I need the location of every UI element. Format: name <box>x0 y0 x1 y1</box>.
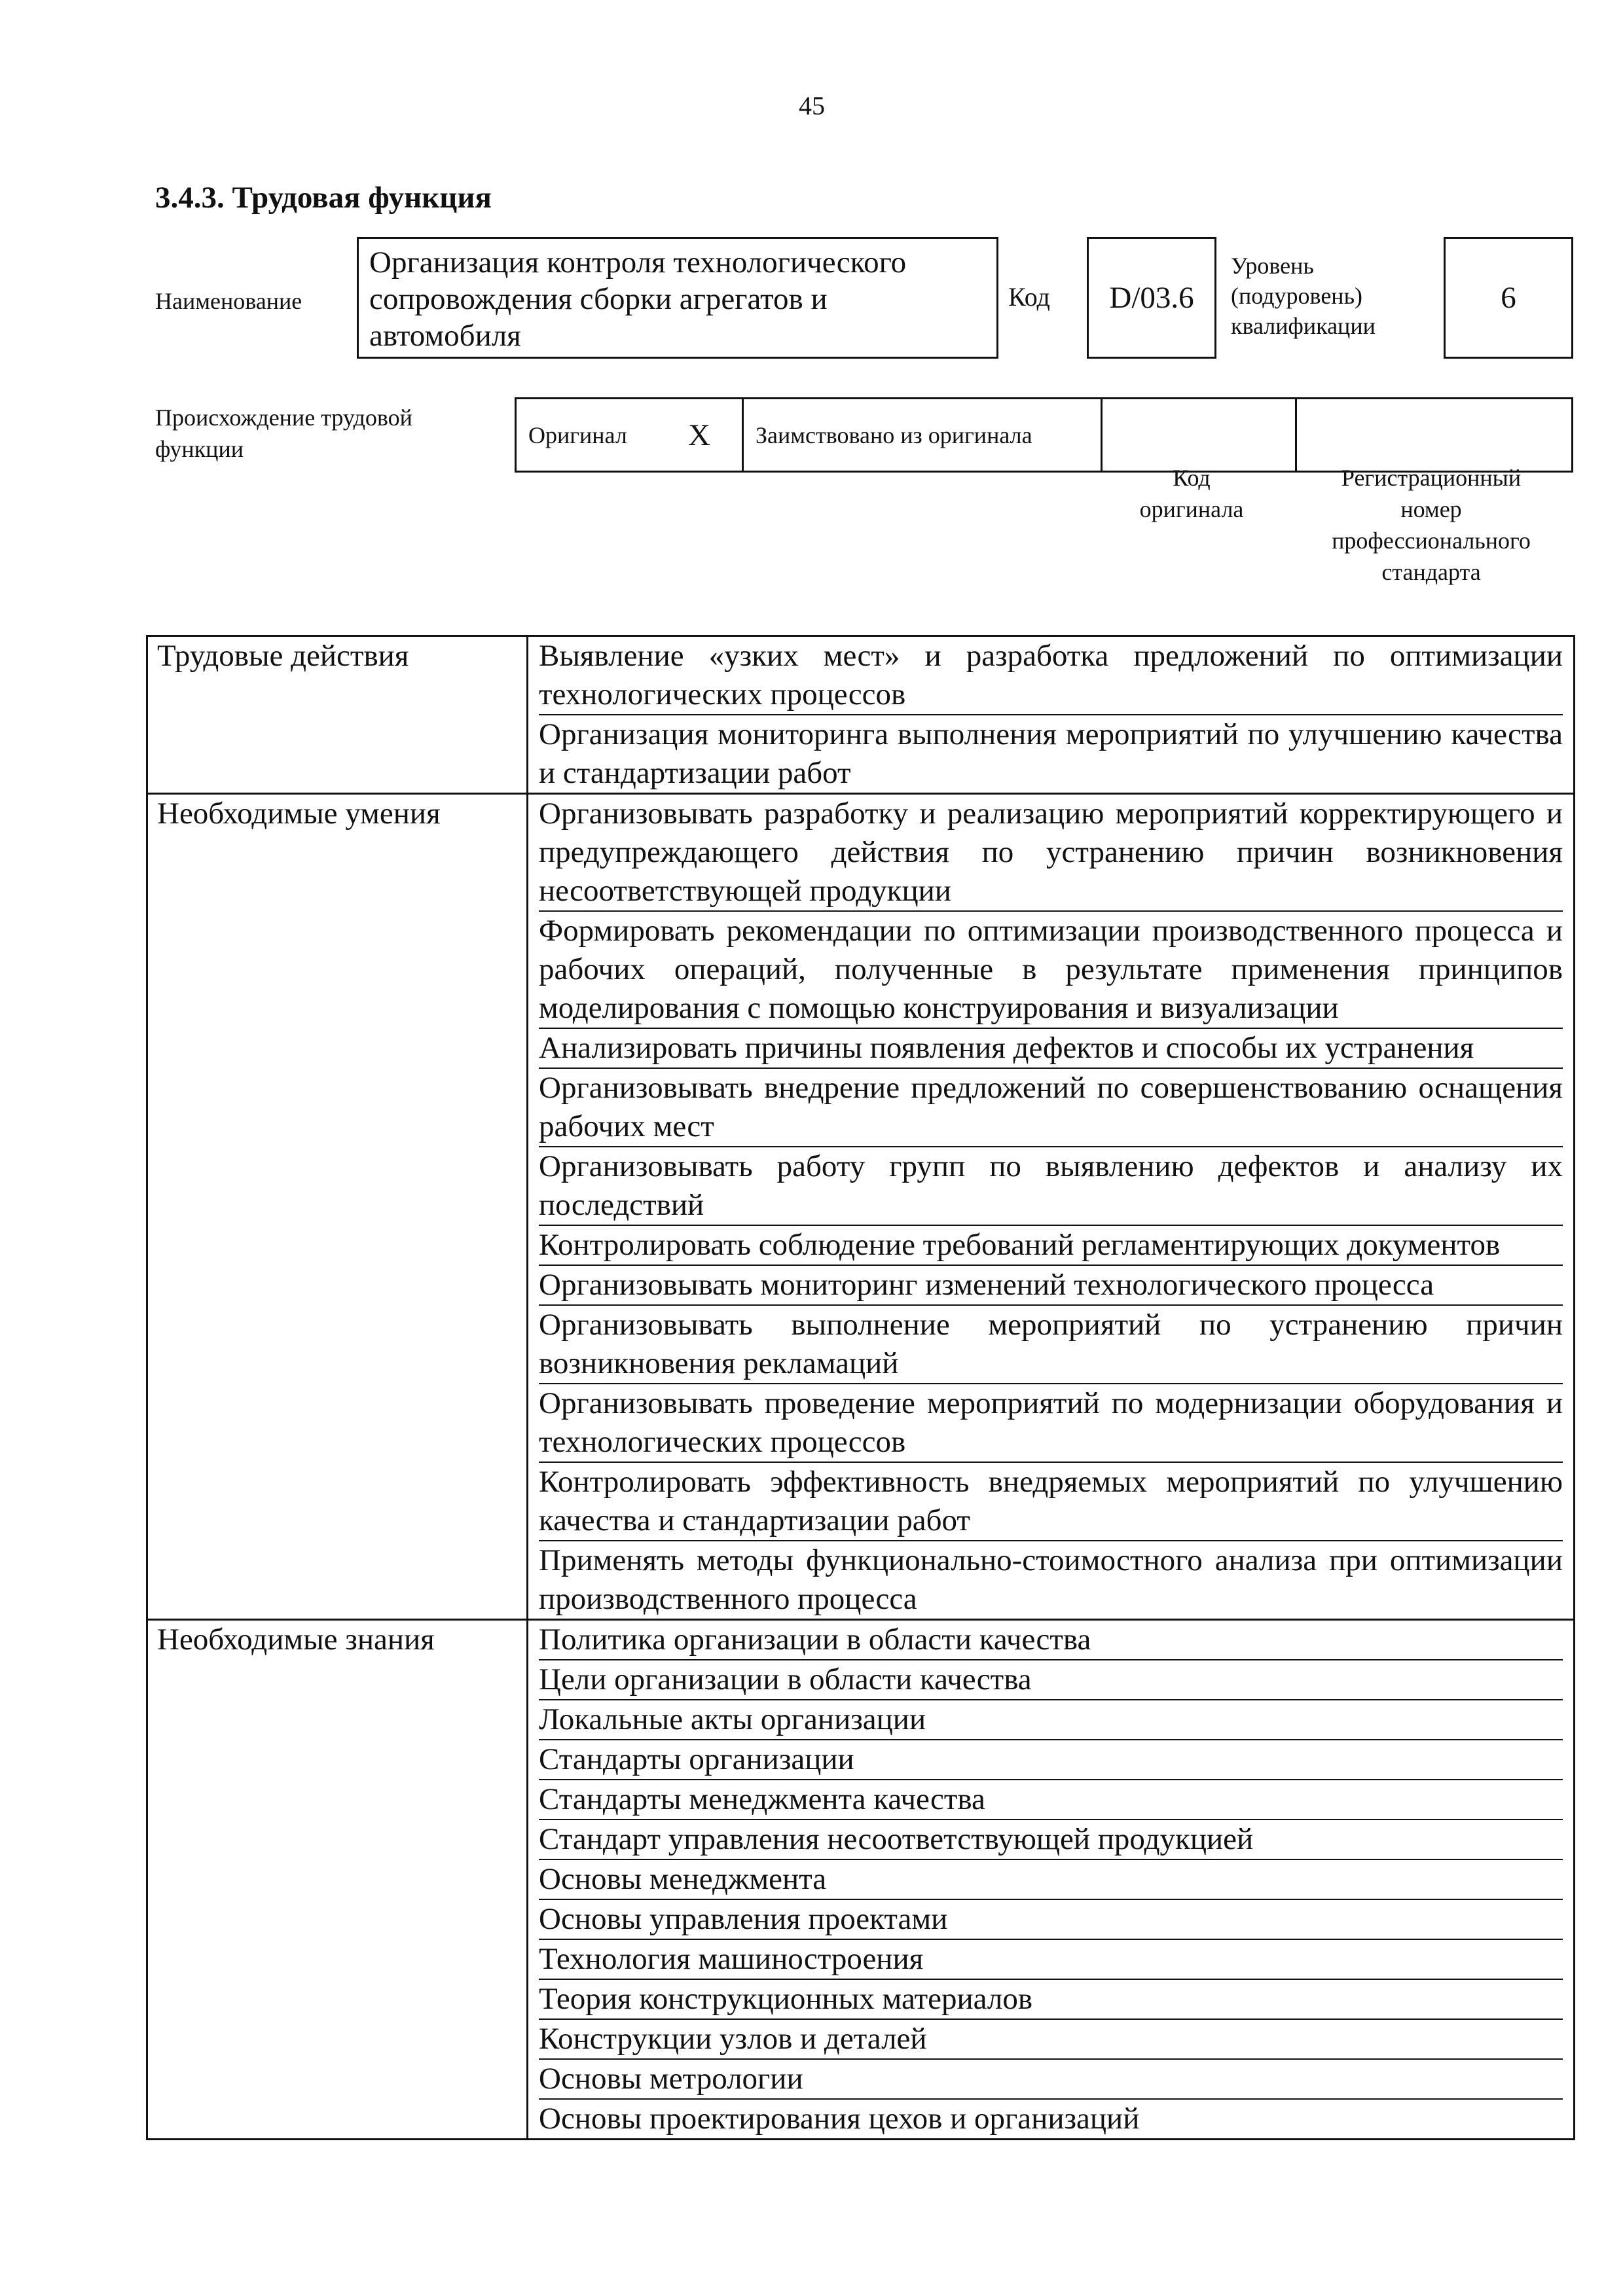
code-value-box: D/03.6 <box>1087 237 1216 359</box>
reg-caption-line3: профессионального <box>1332 528 1531 554</box>
list-item: Стандарт управления несоответствующей продукцией <box>539 1820 1563 1860</box>
level-label <box>1231 251 1440 341</box>
list-item: Стандарты организации <box>539 1740 1563 1780</box>
required-skills-row <box>147 794 1575 1620</box>
list-item: Основы метрологии <box>539 2060 1563 2100</box>
origin-label: Происхождение трудовой функции <box>155 404 412 462</box>
section-title: 3.4.3. Трудовая функция <box>155 181 492 215</box>
list-item: Выявление «узких мест» и разработка предложений по оптимизации технологических процессов <box>539 637 1563 715</box>
list-item: Политика организации в области качества <box>539 1621 1563 1660</box>
list-item: Основы управления проектами <box>539 1900 1563 1940</box>
list-item: Технология машиностроения <box>539 1940 1563 1980</box>
code-caption-line2: оригинала <box>1139 496 1244 522</box>
reg-caption-line1: Регистрационный <box>1341 465 1522 491</box>
required-knowledge-list <box>528 1620 1575 2140</box>
function-name-box: Организация контроля технологического сопровождения сборки агрегатов и автомобиля <box>357 237 998 359</box>
registration-number-cell <box>1297 399 1571 471</box>
reg-caption-line4: стандарта <box>1381 559 1481 585</box>
borrowed-cell <box>744 399 1103 471</box>
list-item: Основы проектирования цехов и организаций <box>539 2102 1140 2136</box>
required-knowledge-row <box>147 1620 1575 2140</box>
page-number: 45 <box>799 91 825 120</box>
original-label: Оригинал <box>528 422 627 448</box>
level-label-line2: (подуровень) <box>1231 283 1362 309</box>
list-item: Организовывать внедрение предложений по совершенствованию оснащения рабочих мест <box>539 1069 1563 1147</box>
original-mark: X <box>688 418 710 452</box>
labor-actions-list <box>528 636 1575 794</box>
labor-actions-row <box>147 636 1575 794</box>
origin-table <box>515 397 1573 473</box>
list-item: Применять методы функционально-стоимостного анализа при оптимизации производственного процесса <box>539 1543 1563 1616</box>
list-item: Организация мониторинга выполнения мероприятий по улучшению качества и стандартизации работ <box>539 717 1563 790</box>
level-label-line1: Уровень <box>1231 253 1314 279</box>
list-item: Стандарты менеджмента качества <box>539 1780 1563 1820</box>
level-label-line3: квалификации <box>1231 313 1376 339</box>
registration-caption <box>1287 462 1575 588</box>
list-item: Организовывать разработку и реализацию мероприятий корректирующего и предупреждающего действия по устранению причин возникновения несоответствующей продукции <box>539 795 1563 912</box>
list-item: Организовывать работу групп по выявлению дефектов и анализу их последствий <box>539 1147 1563 1226</box>
required-knowledge-heading: Необходимые знания <box>147 1620 528 2140</box>
list-item: Основы менеджмента <box>539 1860 1563 1900</box>
required-skills-heading: Необходимые умения <box>147 794 528 1620</box>
list-item: Цели организации в области качества <box>539 1660 1563 1700</box>
original-cell <box>517 399 744 471</box>
list-item: Организовывать выполнение мероприятий по устранению причин возникновения рекламаций <box>539 1306 1563 1384</box>
list-item: Конструкции узлов и деталей <box>539 2020 1563 2060</box>
code-caption-line1: Код <box>1173 465 1211 491</box>
level-value-box: 6 <box>1444 237 1573 359</box>
required-skills-list <box>528 794 1575 1620</box>
list-item: Контролировать соблюдение требований регламентирующих документов <box>539 1226 1563 1266</box>
labor-actions-heading: Трудовые действия <box>147 636 528 794</box>
list-item: Контролировать эффективность внедряемых мероприятий по улучшению качества и стандартизации работ <box>539 1463 1563 1541</box>
list-item: Локальные акты организации <box>539 1700 1563 1740</box>
name-label: Наименование <box>155 288 302 314</box>
list-item: Организовывать мониторинг изменений технологического процесса <box>539 1266 1563 1306</box>
list-item: Формировать рекомендации по оптимизации производственного процесса и рабочих операций, полученные в результате применения принципов моделирования с помощью конструирования и визуализации <box>539 912 1563 1029</box>
function-details-table <box>146 635 1575 2140</box>
list-item: Организовывать проведение мероприятий по модернизации оборудования и технологических процессов <box>539 1384 1563 1463</box>
borrowed-label: Заимствовано из оригинала <box>756 422 1032 448</box>
list-item: Анализировать причины появления дефектов и способы их устранения <box>539 1029 1563 1069</box>
list-item: Теория конструкционных материалов <box>539 1980 1563 2020</box>
original-code-cell <box>1103 399 1297 471</box>
code-label: Код <box>1008 282 1050 312</box>
original-code-caption <box>1100 462 1283 525</box>
reg-caption-line2: номер <box>1400 496 1462 522</box>
